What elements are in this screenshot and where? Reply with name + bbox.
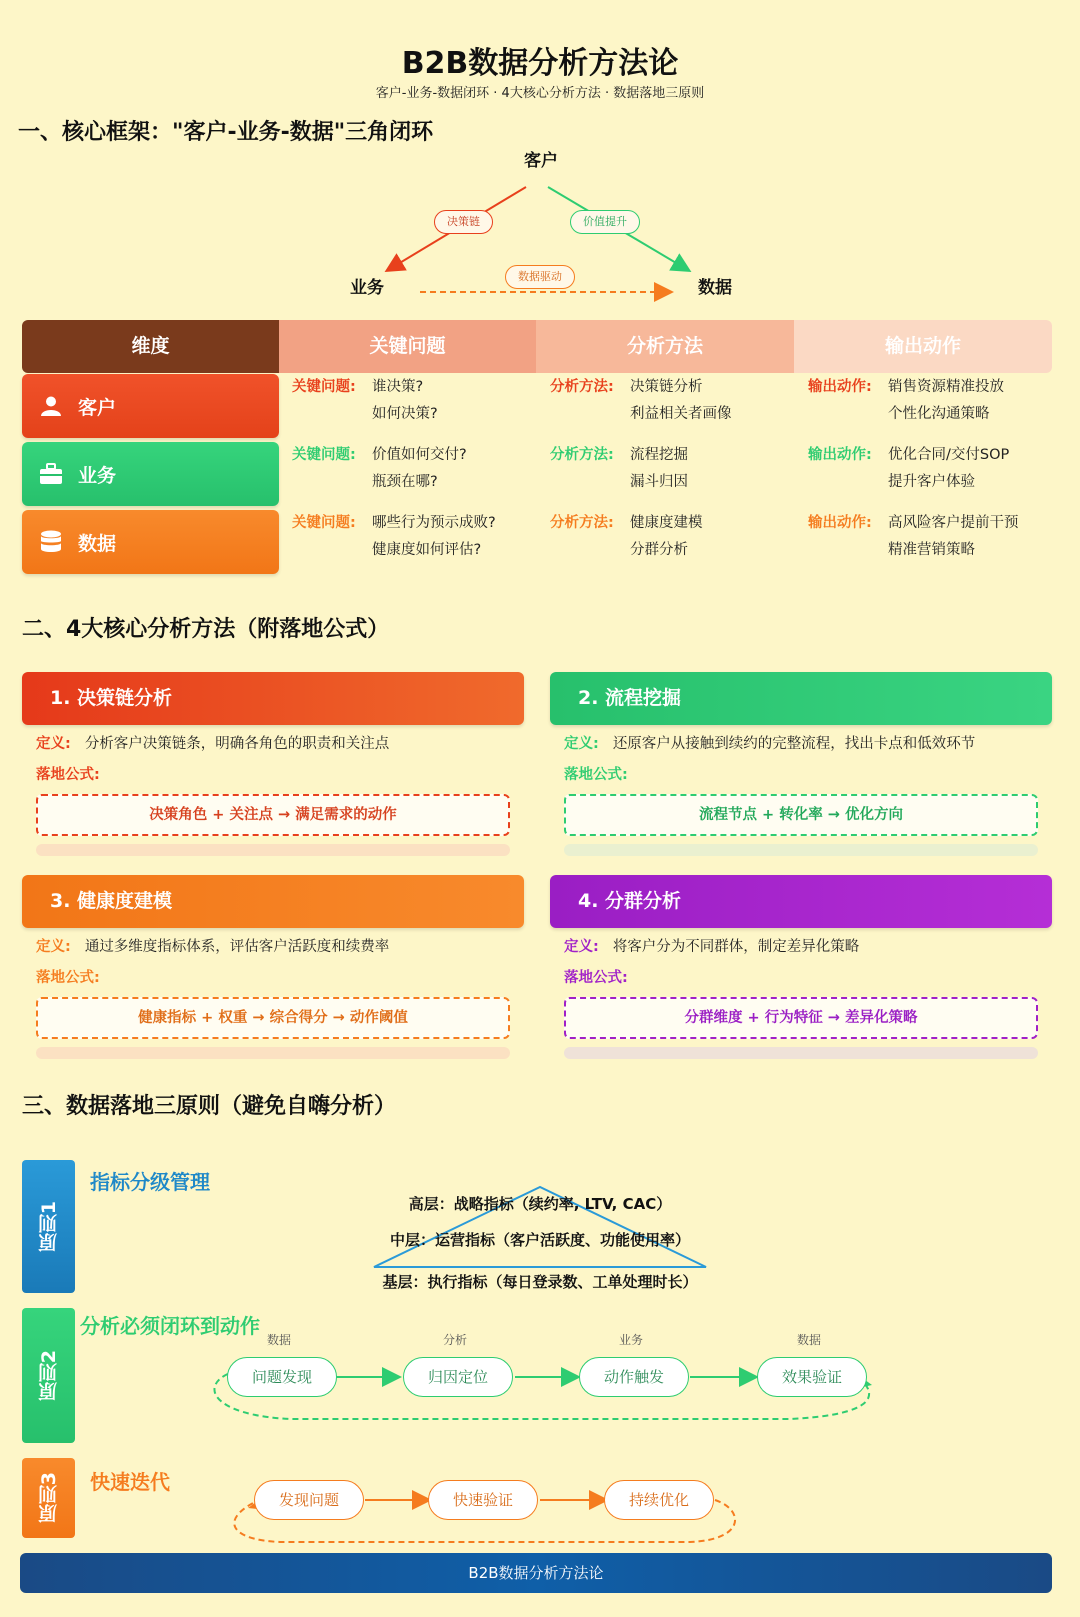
formula-label: 落地公式: xyxy=(36,970,100,986)
table-header-question: 关键问题 xyxy=(279,320,536,373)
page-subtitle: 客户-业务-数据闭环 · 4大核心分析方法 · 数据落地三原则 xyxy=(375,86,705,101)
pyramid-tier-top: 高层：战略指标（续约率, LTV, CAC） xyxy=(408,1195,672,1213)
method-card-health-model xyxy=(22,875,524,1059)
flow-node-action-trigger: 动作触发 xyxy=(579,1357,689,1397)
output-text: 优化合同/交付SOP xyxy=(888,447,1010,463)
method-text: 利益相关者画像 xyxy=(630,406,732,422)
definition-label: 定义: xyxy=(36,736,71,752)
dimension-label: 客户 xyxy=(78,396,117,419)
method-card-decision-chain xyxy=(22,672,524,856)
row-business-method xyxy=(550,442,688,496)
definition-label: 定义: xyxy=(36,939,71,955)
principle-tab-label: 原则1 xyxy=(38,1200,60,1253)
pyramid-tier-middle: 中层：运营指标（客户活跃度、功能使用率） xyxy=(389,1231,690,1249)
definition-text: 还原客户从接触到续约的完整流程，找出卡点和低效环节 xyxy=(612,736,976,752)
flow-node-attribution: 归因定位 xyxy=(403,1357,513,1397)
formula-box: 流程节点 + 转化率 → 优化方向 xyxy=(564,794,1038,836)
row-data-method xyxy=(550,510,703,564)
question-text: 瓶颈在哪? xyxy=(372,474,438,490)
method-label: 分析方法: xyxy=(550,379,614,395)
principle2-tab xyxy=(22,1308,75,1443)
question-text: 如何决策? xyxy=(372,406,438,422)
page-title: B2B数据分析方法论 xyxy=(401,46,679,81)
card-title: 2. 流程挖掘 xyxy=(550,672,1052,725)
dimension-business xyxy=(22,442,279,506)
card-definition xyxy=(22,934,524,960)
definition-text: 通过多维度指标体系，评估客户活跃度和续费率 xyxy=(84,939,390,955)
principle3-title: 快速迭代 xyxy=(90,1470,170,1494)
question-label: 关键问题: xyxy=(292,447,356,463)
card-footer-bar xyxy=(36,1047,510,1059)
formula-box: 分群维度 + 行为特征 → 差异化策略 xyxy=(564,997,1038,1039)
output-label: 输出动作: xyxy=(808,447,872,463)
section2-title: 二、4大核心分析方法（附落地公式） xyxy=(22,617,390,642)
formula-box: 健康指标 + 权重 → 综合得分 → 动作阈值 xyxy=(36,997,510,1039)
definition-text: 将客户分为不同群体，制定差异化策略 xyxy=(612,939,860,955)
node-tag: 分析 xyxy=(442,1333,467,1347)
user-icon xyxy=(38,393,64,419)
principle-tab-label: 原则2 xyxy=(38,1349,60,1402)
definition-text: 分析客户决策链条，明确各角色的职责和关注点 xyxy=(84,736,390,752)
triangle-top-label: 客户 xyxy=(524,151,558,171)
card-footer-bar xyxy=(36,844,510,856)
row-customer-output xyxy=(808,374,1004,428)
iter-node-find-problem: 发现问题 xyxy=(254,1480,364,1520)
dimension-label: 业务 xyxy=(78,464,117,487)
method-text: 决策链分析 xyxy=(630,379,703,395)
question-text: 谁决策? xyxy=(372,379,424,395)
output-label: 输出动作: xyxy=(808,379,872,395)
card-title: 3. 健康度建模 xyxy=(22,875,524,928)
row-customer-question xyxy=(292,374,438,428)
card-definition xyxy=(550,934,1052,960)
row-data-output xyxy=(808,510,1019,564)
edge-label-decision-chain: 决策链 xyxy=(434,210,493,234)
formula-label: 落地公式: xyxy=(564,970,628,986)
method-text: 分群分析 xyxy=(630,542,688,558)
formula-label: 落地公式: xyxy=(36,767,100,783)
triangle-left-label: 业务 xyxy=(350,278,384,298)
row-business-output xyxy=(808,442,1009,496)
flow-node-effect-validation: 效果验证 xyxy=(757,1357,867,1397)
question-text: 健康度如何评估? xyxy=(372,542,482,558)
database-icon xyxy=(38,529,64,555)
table-header-dimension: 维度 xyxy=(22,320,279,373)
footer-banner: B2B数据分析方法论 xyxy=(20,1553,1052,1593)
question-text: 价值如何交付? xyxy=(372,447,467,463)
row-customer-method xyxy=(550,374,732,428)
principle3-tab xyxy=(22,1458,75,1538)
method-card-process-mining xyxy=(550,672,1052,856)
flow-node-problem-discovery: 问题发现 xyxy=(227,1357,337,1397)
question-text: 哪些行为预示成败? xyxy=(372,515,496,531)
question-label: 关键问题: xyxy=(292,515,356,531)
edge-label-data-driven: 数据驱动 xyxy=(505,265,575,289)
table-header-method: 分析方法 xyxy=(536,320,794,373)
briefcase-icon xyxy=(38,461,64,487)
output-text: 个性化沟通策略 xyxy=(888,406,990,422)
method-text: 健康度建模 xyxy=(630,515,703,531)
dimension-label: 数据 xyxy=(78,532,117,555)
dimension-customer xyxy=(22,374,279,438)
card-footer-bar xyxy=(564,1047,1038,1059)
node-tag: 数据 xyxy=(796,1333,821,1347)
row-data-question xyxy=(292,510,496,564)
card-footer-bar xyxy=(564,844,1038,856)
row-business-question xyxy=(292,442,467,496)
method-text: 流程挖掘 xyxy=(630,447,688,463)
node-tag: 业务 xyxy=(618,1333,643,1347)
card-definition xyxy=(550,731,1052,757)
node-tag: 数据 xyxy=(266,1333,291,1347)
method-text: 漏斗归因 xyxy=(630,474,688,490)
output-text: 高风险客户提前干预 xyxy=(888,515,1019,531)
section3-title: 三、数据落地三原则（避免自嗨分析） xyxy=(22,1094,397,1119)
definition-label: 定义: xyxy=(564,736,599,752)
method-label: 分析方法: xyxy=(550,515,614,531)
table-header-output: 输出动作 xyxy=(794,320,1052,373)
section1-title: 一、核心框架："客户-业务-数据"三角闭环 xyxy=(18,120,434,145)
output-text: 精准营销策略 xyxy=(888,542,975,558)
definition-label: 定义: xyxy=(564,939,599,955)
principle2-title: 分析必须闭环到动作 xyxy=(80,1314,260,1338)
iter-node-quick-validate: 快速验证 xyxy=(428,1480,538,1520)
principle-tab-label: 原则3 xyxy=(38,1472,60,1524)
dimension-data xyxy=(22,510,279,574)
iter-node-continuous-optimize: 持续优化 xyxy=(604,1480,714,1520)
question-label: 关键问题: xyxy=(292,379,356,395)
card-definition xyxy=(22,731,524,757)
method-label: 分析方法: xyxy=(550,447,614,463)
triangle-right-label: 数据 xyxy=(698,278,732,298)
output-label: 输出动作: xyxy=(808,515,872,531)
formula-label: 落地公式: xyxy=(564,767,628,783)
edge-label-value: 价值提升 xyxy=(570,210,640,234)
output-text: 销售资源精准投放 xyxy=(888,379,1004,395)
method-card-segmentation xyxy=(550,875,1052,1059)
output-text: 提升客户体验 xyxy=(888,474,975,490)
card-title: 4. 分群分析 xyxy=(550,875,1052,928)
pyramid-tier-base: 基层：执行指标（每日登录数、工单处理时长） xyxy=(382,1273,698,1291)
principle1-title: 指标分级管理 xyxy=(90,1170,210,1194)
card-title: 1. 决策链分析 xyxy=(22,672,524,725)
formula-box: 决策角色 + 关注点 → 满足需求的动作 xyxy=(36,794,510,836)
